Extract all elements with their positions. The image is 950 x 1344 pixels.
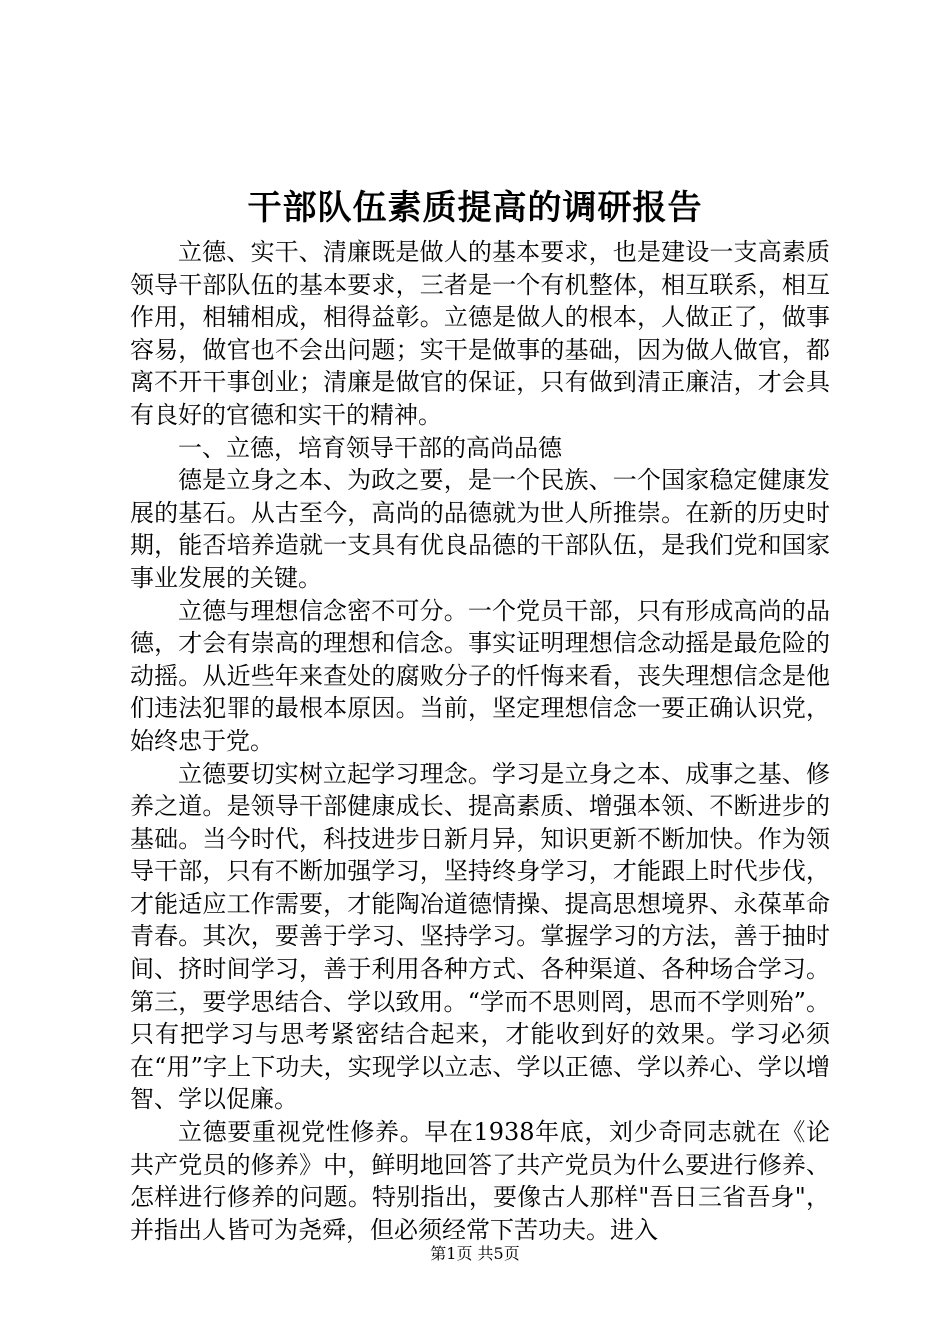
page-footer: 第1页 共5页 <box>430 1244 520 1263</box>
document-body <box>130 236 830 1246</box>
paragraph-2: 立德与理想信念密不可分。一个党员干部，只有形成高尚的品德，才会有崇高的理想和信念。事实证明理想信念动摇是最危险的动摇。从近些年来查处的腐败分子的忏悔来看，丧失理想信念是他们违法犯罪的最根本原因。当前，坚定理想信念一要正确认识党，始终忠于党。 <box>130 596 830 755</box>
section-heading-1: 一、立德，培育领导干部的高尚品德 <box>178 433 562 462</box>
paragraph-1: 德是立身之本、为政之要，是一个民族、一个国家稳定健康发展的基石。从古至今，高尚的品德就为世人所推崇。在新的历史时期，能否培养造就一支具有优良品德的干部队伍，是我们党和国家事业发展的关键。 <box>130 466 830 592</box>
paragraph-intro: 立德、实干、清廉既是做人的基本要求，也是建设一支高素质领导干部队伍的基本要求，三者是一个有机整体，相互联系，相互作用，相辅相成，相得益彰。立德是做人的根本，人做正了，做事容易，做官也不会出问题；实干是做事的基础，因为做人做官，都离不开干事创业；清廉是做官的保证，只有做到清正廉洁，才会具有良好的官德和实干的精神。 <box>130 238 830 429</box>
document-title: 干部队伍素质提高的调研报告 <box>247 188 703 228</box>
paragraph-4: 立德要重视党性修养。早在1938年底，刘少奇同志就在《论共产党员的修养》中，鲜明地回答了共产党员为什么要进行修养、怎样进行修养的问题。特别指出，要像古人那样"吾日三省吾身"，并指出人皆可为尧舜，但必须经常下苦功夫。进入 <box>130 1118 830 1244</box>
paragraph-3: 立德要切实树立起学习理念。学习是立身之本、成事之基、修养之道。是领导干部健康成长、提高素质、增强本领、不断进步的基础。当今时代，科技进步日新月异，知识更新不断加快。作为领导干部，只有不断加强学习，坚持终身学习，才能跟上时代步伐，才能适应工作需要，才能陶冶道德情操、提高思想境界、永葆革命青春。其次，要善于学习、坚持学习。掌握学习的方法，善于抽时间、挤时间学习，善于利用各种方式、各种渠道、各种场合学习。第三，要学思结合、学以致用。“学而不思则罔，思而不学则殆”。只有把学习与思考紧密结合起来，才能收到好的效果。学习必须在“用”字上下功夫，实现学以立志、学以正德、学以养心、学以增智、学以促廉。 <box>130 759 830 1114</box>
